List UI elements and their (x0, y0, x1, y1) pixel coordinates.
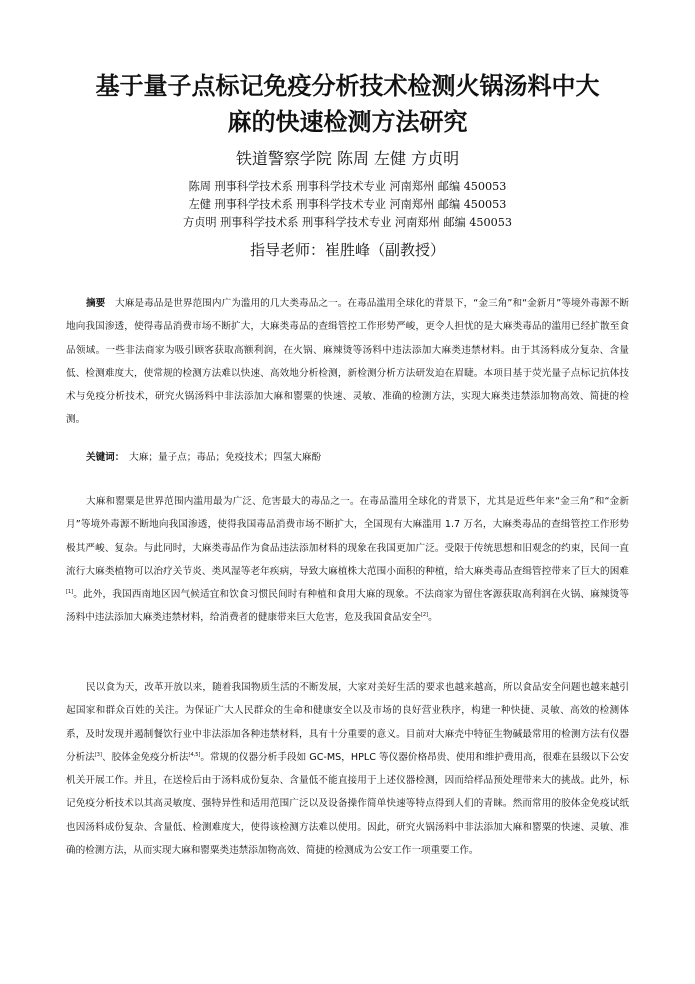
affiliation-line: 铁道警察学院 陈周 左健 方贞明 (235, 149, 460, 168)
p2-text-c: 。常规的仪器分析手段如 GC-MS，HPLC 等仪器价格昂贵、使用和维护费用高，很难在县级以下公安机关开展工作。并且，在送检后由于汤料成份复杂、含量低不能直接用于上述仪器检测，因而给样品预处理带来大的挑战。此外，标记免疫分析技术以其高灵敏度、强特异性和适用范围广泛以及设备操作简单快速等特点得到人们的青睐。然而常用的胶体金免疫试纸也因汤料成份复杂、含量低、检测难度大，使得该检测方法难以使用。因此，研究火锅汤料中非法添加大麻和罂粟的快速、灵敏、准确的检测方法，从而实现大麻和罂粟类违禁添加物高效、简捷的检测成为公安工作一项重要工作。 (66, 751, 630, 857)
abstract (66, 292, 629, 432)
keywords-text: 大麻；量子点；毒品；免疫技术；四氢大麻酚 (129, 452, 322, 463)
body-paragraph-2 (66, 676, 629, 862)
title-line-1: 基于量子点标记免疫分析技术检测火锅汤料中大 (95, 72, 600, 100)
p1-text-b: 。此外，我国西南地区因气候适宜和饮食习惯民间时有种植和食用大麻的现象。不法商家为留住客源获取高利润在火锅、麻辣烫等汤料中违法添加大麻类违禁材料，给消费者的健康带来巨大危害，危及我国食品安全 (66, 589, 629, 624)
advisor-line: 指导老师：崔胜峰（副教授） (249, 241, 445, 259)
author-info-1: 陈周 刑事科学技术系 刑事科学技术专业 河南郑州 邮编 450053 (188, 180, 507, 193)
p2-text-a: 民以食为天，改革开放以来，随着我国物质生活的不断发展，大家对美好生活的要求也越来越高，所以食品安全问题也越来越引起国家和群众百姓的关注。为保证广大人民群众的生命和健康安全以及市场的良好营业秩序，构建一种快捷、灵敏、高效的检测体系，及时发现并遏制餐饮行业中非法添加各种违禁材料，具有十分重要的意义。目前对大麻壳中特征生物碱最常用的检测方法有仪器分析法 (66, 682, 629, 763)
p1-text-a: 大麻和罂粟是世界范围内滥用最为广泛、危害最大的毒品之一。在毒品滥用全球化的背景下，尤其是近些年来“金三角”和“金新月”等境外毒源不断地向我国渗透，使得我国毒品消费市场不断扩大，全国现有大麻滥用 1.7 万名，大麻类毒品的查缉管控工作形势极其严峻、复杂。与此同时，大麻类毒品作为食品违法添加材料的现象在我国更加广泛。受限于传统思想和旧观念的约束，民间一直流行大麻类植物可以治疗关节炎、类风湿等老年疾病，导致大麻植株大范围小面积的种植，给大麻类毒品查缉管控带来了巨大的困难 (66, 496, 629, 577)
keywords (86, 450, 629, 466)
author-info-3: 方贞明 刑事科学技术系 刑事科学技术专业 河南郑州 邮编 450053 (183, 216, 512, 229)
citation-ref: [1] (66, 589, 74, 596)
abstract-label: 摘要 (86, 298, 106, 309)
title-line-2: 麻的快速检测方法研究 (227, 108, 468, 136)
p2-text-b: 、胶体金免疫分析法 (101, 751, 189, 763)
citation-ref: [2] (420, 612, 429, 619)
abstract-text: 大麻是毒品是世界范围内广为滥用的几大类毒品之一。在毒品滥用全球化的背景下，“金三角”和“金新月”等境外毒源不断地向我国渗透，使得毒品消费市场不断扩大，大麻类毒品的查缉管控工作形势严峻，更令人担忧的是大麻类毒品的滥用已经扩散至食品领域。一些非法商家为吸引顾客获取高额利润，在火锅、麻辣烫等汤料中违法添加大麻类违禁材料。由于其汤料成分复杂、含量低、检测难度大，使常规的检测方法难以快速、高效地分析检测，新检测分析方法研发迫在眉睫。本项目基于荧光量子点标记抗体技术与免疫分析技术，研究火锅汤料中非法添加大麻和罂粟的快速、灵敏、准确的检测方法，实现大麻类违禁添加物高效、简捷的检测。 (66, 298, 630, 426)
p1-text-c: 。 (428, 612, 438, 624)
citation-ref: [4,5] (188, 751, 201, 758)
citation-ref: [3] (94, 751, 102, 758)
author-info-2: 左健 刑事科学技术系 刑事科学技术专业 河南郑州 邮编 450053 (188, 198, 507, 211)
keywords-label: 关键词： (86, 452, 125, 463)
body-paragraph-1 (66, 490, 629, 630)
paper-title (60, 68, 635, 140)
